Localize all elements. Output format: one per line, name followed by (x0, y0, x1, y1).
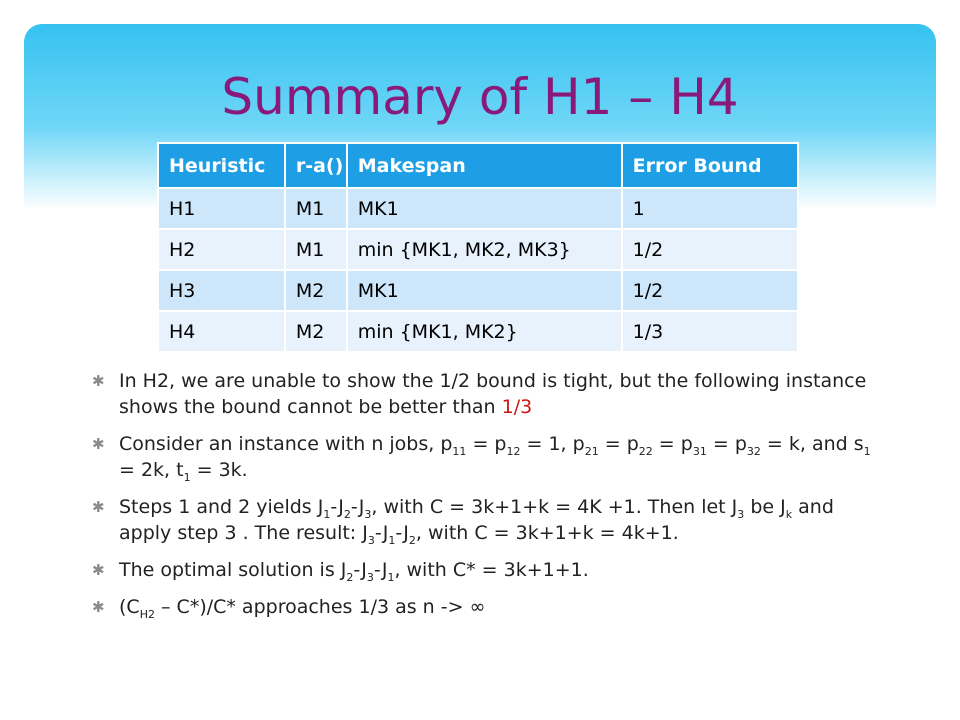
subscript: 3 (737, 507, 745, 521)
bullet-text: and apply step 3 . The result: J (119, 496, 834, 544)
subscript: 31 (692, 444, 707, 458)
bullet-text: = p (466, 433, 507, 455)
table-cell: 1/2 (622, 270, 798, 311)
bullet-text: = p (652, 433, 693, 455)
subscript: 2 (343, 507, 351, 521)
subscript: 3 (367, 533, 375, 547)
subscript: k (785, 507, 793, 521)
bullet-item (92, 594, 882, 620)
table-header-row (158, 143, 798, 188)
bullet-text: = 2k, t (119, 459, 184, 481)
subscript: 3 (366, 570, 374, 584)
table-row (158, 270, 798, 311)
bullet-text: , with C = 3k+1+k = 4k+1. (415, 522, 679, 544)
table-cell: M2 (285, 311, 347, 352)
table-cell: M1 (285, 229, 347, 270)
subscript: 1 (863, 444, 871, 458)
table-cell: M1 (285, 188, 347, 229)
bullet-text: (C (119, 596, 140, 618)
bullet-text: = 1, p (520, 433, 585, 455)
bullet-text: Consider an instance with n jobs, p (119, 433, 453, 455)
table-cell: M2 (285, 270, 347, 311)
subscript: 12 (506, 444, 521, 458)
bullet-text: -J (330, 496, 344, 518)
bullet-list (92, 368, 882, 631)
bullet-item (92, 557, 882, 583)
subscript: 22 (638, 444, 653, 458)
subscript: 1 (183, 470, 191, 484)
bullet-text: -J (353, 559, 367, 581)
bullet-text: be J (744, 496, 786, 518)
bullet-text: -J (395, 522, 409, 544)
table-cell: 1 (622, 188, 798, 229)
header-makespan: Makespan (347, 143, 622, 188)
bullet-text: = p (706, 433, 747, 455)
bullet-item (92, 431, 882, 483)
bullet-marker-icon: ✱ (92, 372, 105, 390)
subscript: 3 (364, 507, 372, 521)
bullet-text: – C*)/C* approaches 1/3 as n -> ∞ (154, 596, 486, 618)
table-cell: H1 (158, 188, 285, 229)
subscript: 32 (746, 444, 761, 458)
subscript: 2 (346, 570, 354, 584)
table-cell: MK1 (347, 270, 622, 311)
bullet-text: The optimal solution is J (119, 559, 347, 581)
table-cell: 1/2 (622, 229, 798, 270)
table-cell: H3 (158, 270, 285, 311)
bullet-text: , with C* = 3k+1+1. (394, 559, 589, 581)
bullet-text: Steps 1 and 2 yields J (119, 496, 324, 518)
table-cell: 1/3 (622, 311, 798, 352)
bullet-text: = k, and s (760, 433, 864, 455)
bullet-text: , with C = 3k+1+k = 4K +1. Then let J (371, 496, 738, 518)
table-row (158, 188, 798, 229)
table-row (158, 229, 798, 270)
subscript: 2 (408, 533, 416, 547)
table-cell: min {MK1, MK2} (347, 311, 622, 352)
bullet-item (92, 494, 882, 546)
header-ra: r-a() (285, 143, 347, 188)
subscript: 1 (387, 570, 395, 584)
bullet-text: In H2, we are unable to show the 1/2 bound is tight, but the following instance shows the bound cannot be better than (119, 370, 867, 418)
table-cell: min {MK1, MK2, MK3} (347, 229, 622, 270)
bullet-text: -J (373, 559, 388, 581)
header-heuristic: Heuristic (158, 143, 285, 188)
slide-title: Summary of H1 – H4 (221, 68, 739, 126)
bullet-marker-icon: ✱ (92, 435, 105, 453)
bullet-marker-icon: ✱ (92, 498, 105, 516)
bullet-text: -J (374, 522, 389, 544)
subscript: H2 (139, 607, 155, 621)
bullet-text: -J (350, 496, 365, 518)
subscript: 1 (323, 507, 331, 521)
table-row (158, 311, 798, 352)
bullet-item (92, 368, 882, 420)
subscript: 21 (584, 444, 599, 458)
highlight-text: 1/3 (501, 396, 533, 418)
table-cell: MK1 (347, 188, 622, 229)
subscript: 1 (388, 533, 396, 547)
header-error-bound: Error Bound (622, 143, 798, 188)
table-cell: H4 (158, 311, 285, 352)
bullet-text: = 3k. (190, 459, 248, 481)
bullet-marker-icon: ✱ (92, 598, 105, 616)
table-cell: H2 (158, 229, 285, 270)
bullet-text: = p (598, 433, 639, 455)
summary-table (157, 142, 799, 353)
subscript: 11 (452, 444, 467, 458)
bullet-marker-icon: ✱ (92, 561, 105, 579)
